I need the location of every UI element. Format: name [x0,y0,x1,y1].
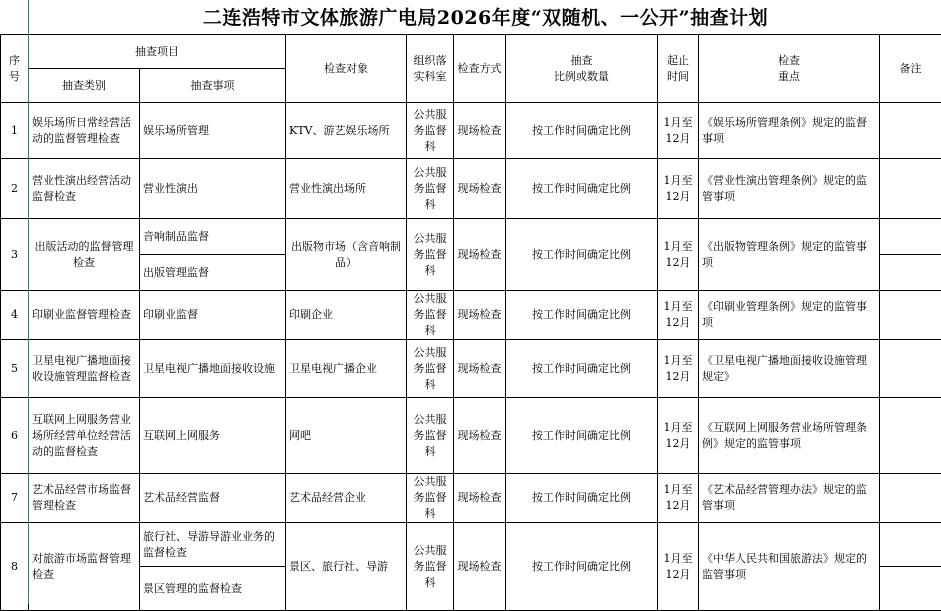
cell-ratio: 按工作时间确定比例 [506,340,658,398]
table-row [1,340,941,398]
cell-method: 现场检查 [454,523,506,611]
header-matter: 抽查事项 [140,69,286,103]
header-note: 备注 [880,35,941,103]
cell-category: 出版活动的监督管理检查 [29,219,140,291]
header-ratio: 抽查 比例或数量 [506,35,658,103]
cell-focus: 《娱乐场所管理条例》规定的监督事项 [699,103,880,159]
cell-office: 公共服务监督科 [407,474,454,523]
cell-period: 1月至12月 [658,159,699,219]
cell-seq: 8 [1,523,29,611]
cell-office: 公共服务监督科 [407,103,454,159]
cell-note [880,474,941,523]
cell-ratio: 按工作时间确定比例 [506,219,658,291]
table-row [1,474,941,523]
cell-matter: 音响制品监督 [140,219,286,255]
cell-category: 营业性演出经营活动监督检查 [29,159,140,219]
header-period: 起止 时间 [658,35,699,103]
cell-period: 1月至12月 [658,523,699,611]
table-row [1,103,941,159]
cell-seq: 5 [1,340,29,398]
cell-seq: 2 [1,159,29,219]
cell-note [880,255,941,291]
cell-ratio: 按工作时间确定比例 [506,103,658,159]
cell-matter: 印刷业监督 [140,291,286,340]
cell-target: 艺术品经营企业 [286,474,407,523]
table-row [1,523,941,567]
table-row [1,219,941,255]
cell-seq: 6 [1,398,29,474]
cell-office: 公共服务监督科 [407,159,454,219]
cell-method: 现场检查 [454,291,506,340]
cell-period: 1月至12月 [658,398,699,474]
cell-matter: 景区管理的监督检查 [140,567,286,611]
header-focus: 检查 重点 [699,35,880,103]
cell-matter: 营业性演出 [140,159,286,219]
cell-focus: 《营业性演出管理条例》规定的监管事项 [699,159,880,219]
cell-method: 现场检查 [454,219,506,291]
cell-ratio: 按工作时间确定比例 [506,291,658,340]
cell-office: 公共服务监督科 [407,219,454,291]
cell-period: 1月至12月 [658,340,699,398]
cell-seq: 7 [1,474,29,523]
page-title: 二连浩特市文体旅游广电局2026年度“双随机、一公开”抽查计划 [30,2,941,34]
cell-note [880,340,941,398]
cell-note [880,159,941,219]
cell-period: 1月至12月 [658,474,699,523]
cell-method: 现场检查 [454,103,506,159]
cell-focus: 《中华人民共和国旅游法》规定的监管事项 [699,523,880,611]
cell-focus: 《卫星电视广播地面接收设施管理规定》 [699,340,880,398]
cell-target: 景区、旅行社、导游 [286,523,407,611]
cell-focus: 《艺术品经营管理办法》规定的监管事项 [699,474,880,523]
cell-category: 艺术品经营市场监督管理检查 [29,474,140,523]
cell-office: 公共服务监督科 [407,340,454,398]
table-row [1,291,941,340]
cell-matter: 艺术品经营监督 [140,474,286,523]
cell-note [880,398,941,474]
cell-ratio: 按工作时间确定比例 [506,159,658,219]
cell-seq: 1 [1,103,29,159]
cell-note [880,291,941,340]
header-method: 检查方式 [454,35,506,103]
cell-target: 印刷企业 [286,291,407,340]
cell-seq: 4 [1,291,29,340]
cell-focus: 《互联网上网服务营业场所管理条例》规定的监管事项 [699,398,880,474]
cell-office: 公共服务监督科 [407,523,454,611]
header-item-group: 抽查项目 [29,35,286,69]
header-seq: 序号 [1,35,29,103]
table-row [1,398,941,474]
cell-method: 现场检查 [454,398,506,474]
cell-category: 娱乐场所日常经营活动的监督管理检查 [29,103,140,159]
cell-target: 卫星电视广播企业 [286,340,407,398]
cell-ratio: 按工作时间确定比例 [506,474,658,523]
cell-matter: 出版管理监督 [140,255,286,291]
cell-ratio: 按工作时间确定比例 [506,398,658,474]
cell-category: 互联网上网服务营业场所经营单位经营活动的监督检查 [29,398,140,474]
table-row [1,159,941,219]
cell-target: 营业性演出场所 [286,159,407,219]
cell-office: 公共服务监督科 [407,398,454,474]
cell-ratio: 按工作时间确定比例 [506,523,658,611]
frozen-column-divider [28,0,29,604]
cell-method: 现场检查 [454,159,506,219]
cell-target: KTV、游艺娱乐场所 [286,103,407,159]
cell-matter: 卫星电视广播地面接收设施 [140,340,286,398]
header-category: 抽查类别 [29,69,140,103]
cell-category: 卫星电视广播地面接收设施管理监督检查 [29,340,140,398]
cell-period: 1月至12月 [658,291,699,340]
cell-focus: 《出版物管理条例》规定的监管事项 [699,219,880,291]
cell-focus: 《印刷业管理条例》规定的监管事项 [699,291,880,340]
cell-category: 印刷业监督管理检查 [29,291,140,340]
cell-category: 对旅游市场监督管理检查 [29,523,140,611]
cell-matter: 娱乐场所管理 [140,103,286,159]
cell-office: 公共服务监督科 [407,291,454,340]
cell-note [880,523,941,567]
cell-period: 1月至12月 [658,219,699,291]
cell-period: 1月至12月 [658,103,699,159]
cell-matter: 旅行社、导游导游业业务的监督检查 [140,523,286,567]
cell-matter: 互联网上网服务 [140,398,286,474]
cell-target: 网吧 [286,398,407,474]
cell-method: 现场检查 [454,340,506,398]
header-target: 检查对象 [286,35,407,103]
header-office: 组织落实科室 [407,35,454,103]
cell-target: 出版物市场（含音响制品） [286,219,407,291]
inspection-plan-table [0,34,941,611]
cell-note [880,219,941,255]
cell-method: 现场检查 [454,474,506,523]
cell-seq: 3 [1,219,29,291]
cell-note [880,103,941,159]
